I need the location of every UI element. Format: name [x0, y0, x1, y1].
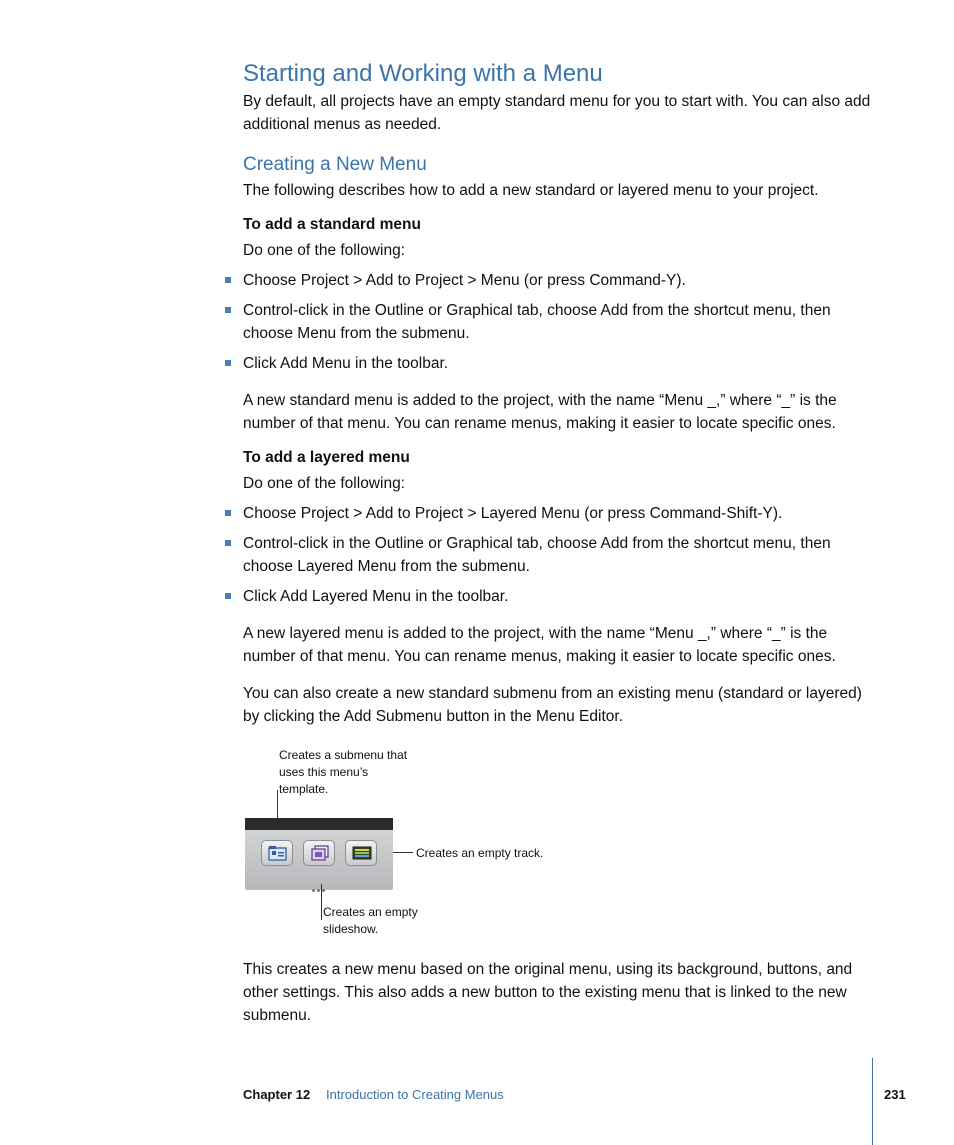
bullet-marker: [225, 540, 231, 546]
submenu-note: You can also create a new standard submenu from an existing menu (standard or layered) by clicking the Add Submenu button in the Menu Editor.: [243, 685, 862, 725]
section-intro: The following describes how to add a new standard or layered menu to your project.: [243, 182, 819, 199]
add-slideshow-icon: [310, 845, 330, 861]
bullet-marker: [225, 593, 231, 599]
layered-result: A new layered menu is added to the project, with the name “Menu _,” where “_” is the number of that menu. You can rename menus, making it easier to locate specific ones.: [243, 625, 836, 665]
layered-do-one: Do one of the following:: [243, 475, 405, 492]
resize-grip: [312, 879, 328, 882]
list-item: Control-click in the Outline or Graphical tab, choose Add from the shortcut menu, then choose Menu from the submenu.: [225, 299, 879, 345]
footer-chapter: Chapter 12: [243, 1087, 311, 1102]
page-number: 231: [884, 1087, 906, 1102]
callout-track: Creates an empty track.: [416, 846, 544, 860]
section-heading: Creating a New Menu: [243, 154, 427, 175]
add-submenu-icon: [268, 845, 288, 861]
standard-result: A new standard menu is added to the project, with the name “Menu _,” where “_” is the number of that menu. You can rename menus, making it easier to locate specific ones.: [243, 392, 837, 432]
bullet-marker: [225, 277, 231, 283]
intro-paragraph: By default, all projects have an empty standard menu for you to start with. You can also add additional menus as needed.: [243, 93, 871, 133]
menu-editor-toolbar: [245, 818, 393, 890]
callout-line-slideshow: [321, 884, 322, 920]
footer-chapter-title: Introduction to Creating Menus: [326, 1087, 504, 1102]
add-slideshow-button[interactable]: [303, 840, 335, 866]
list-item: Click Add Layered Menu in the toolbar.: [225, 585, 879, 608]
toolbar-strip: [245, 818, 393, 830]
layered-menu-lead: To add a layered menu: [243, 449, 410, 466]
bullet-marker: [225, 510, 231, 516]
standard-menu-lead: To add a standard menu: [243, 216, 421, 233]
list-item: Click Add Menu in the toolbar.: [225, 352, 879, 375]
list-item: Control-click in the Outline or Graphical tab, choose Add from the shortcut menu, then choose Layered Menu from the submenu.: [225, 532, 879, 578]
footer-divider: [872, 1058, 873, 1145]
add-track-icon: [352, 845, 372, 861]
page-title: Starting and Working with a Menu: [243, 60, 603, 87]
callout-line-track: [393, 852, 413, 853]
standard-do-one: Do one of the following:: [243, 242, 405, 259]
bullet-marker: [225, 360, 231, 366]
add-track-button[interactable]: [345, 840, 377, 866]
bullet-marker: [225, 307, 231, 313]
callout-submenu: Creates a submenu that uses this menu’s template.: [279, 748, 408, 796]
callout-slideshow: Creates an empty slideshow.: [323, 905, 418, 936]
list-item: Choose Project > Add to Project > Menu (or press Command-Y).: [225, 269, 879, 292]
closing-paragraph: This creates a new menu based on the original menu, using its background, buttons, and other settings. This also adds a new button to the existing menu that is linked to the new submenu.: [243, 961, 853, 1024]
list-item: Choose Project > Add to Project > Layered Menu (or press Command-Shift-Y).: [225, 502, 879, 525]
add-submenu-button[interactable]: [261, 840, 293, 866]
